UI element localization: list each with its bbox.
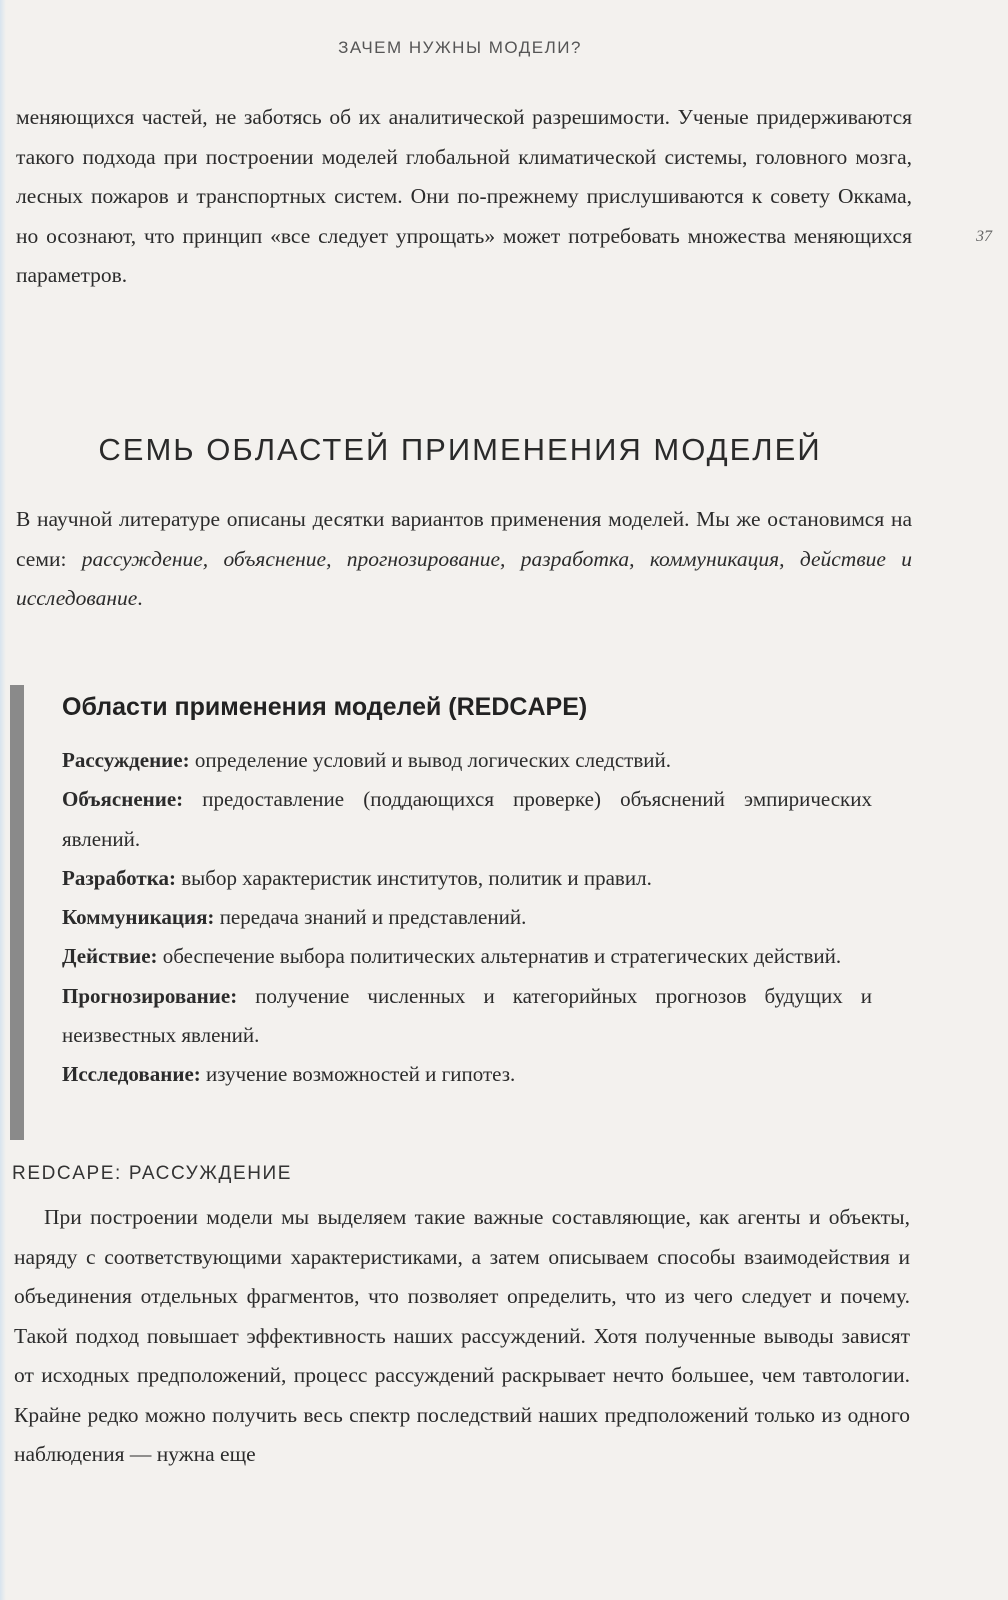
section-intro-text: В научной литературе описаны десятки вариантов применения моделей. Мы же остановимся на семи: <box>16 507 912 571</box>
section-intro-end: . <box>137 586 143 610</box>
list-item-term: Коммуникация: <box>62 905 215 930</box>
subsection-title: REDCAPE: РАССУЖДЕНИЕ <box>12 1163 293 1184</box>
sidebar-accent-bar <box>10 685 24 1140</box>
body-paragraph: При построении модели мы выделяем такие важные составляющие, как агенты и объекты, наряду с соответствующими характеристиками, а затем описываем способы взаимодействия и объединения отдельных фрагментов, что позволяет определить, что из чего следует и почему. Такой подход повышает эффективность наших рассуждений. Хотя полученные выводы зависят от исходных предположений, процесс рассуждений раскрывает нечто большее, чем тавтологии. Крайне редко можно получить весь спектр последствий наших предположений только из одного наблюдения — нужна еще <box>14 1205 910 1466</box>
list-item-action <box>62 937 872 976</box>
page-edge <box>0 0 6 1600</box>
page-number: 37 <box>976 228 992 245</box>
list-item-term: Рассуждение: <box>62 748 190 772</box>
list-item-communication <box>62 898 872 937</box>
list-item-definition: определение условий и вывод логических следствий. <box>189 748 671 772</box>
section-title: СЕМЬ ОБЛАСТЕЙ ПРИМЕНЕНИЯ МОДЕЛЕЙ <box>98 432 822 467</box>
list-item-design <box>62 859 872 898</box>
list-item-term: Объяснение: <box>62 787 184 812</box>
list-item-definition: изучение возможностей и гипотез. <box>200 1062 516 1087</box>
section-intro-italic-list: рассуждение, объяснение, прогнозирование, разработка, коммуникация, действие и исследование <box>16 546 912 610</box>
list-item-term: Действие: <box>62 944 158 969</box>
list-item-definition: передача знаний и представлений. <box>214 905 527 930</box>
list-item-definition: предоставление (поддающихся проверке) объяснений эмпирических явлений. <box>62 787 872 851</box>
list-item-prediction <box>62 977 872 1056</box>
list-item-definition: обеспечение выбора политических альтернатив и стратегических действий. <box>157 944 842 969</box>
running-head: ЗАЧЕМ НУЖНЫ МОДЕЛИ? <box>338 38 582 57</box>
redcape-sidebar-box <box>10 685 890 1140</box>
list-item-exploration <box>62 1055 872 1094</box>
section-intro-paragraph <box>16 500 912 619</box>
redcape-list <box>62 741 872 1095</box>
list-item-explanation <box>62 780 872 859</box>
list-item-term: Прогнозирование: <box>62 983 238 1008</box>
list-item-reasoning <box>62 741 872 780</box>
list-item-definition: получение численных и категорийных прогнозов будущих и неизвестных явлений. <box>62 983 872 1048</box>
intro-paragraph: меняющихся частей, не заботясь об их аналитической разрешимости. Ученые придерживаются такого подхода при построении моделей глобальной климатической системы, головного мозга, лесных пожаров и транспортных систем. Они по-прежнему прислушиваются к совету Оккама, но осознают, что принцип «все следует упрощать» может потребовать множества меняющихся параметров. <box>16 105 912 287</box>
list-item-term: Исследование: <box>62 1062 201 1087</box>
list-item-term: Разработка: <box>62 865 176 890</box>
box-title: Области применения моделей (REDCAPE) <box>62 693 588 721</box>
list-item-definition: выбор характеристик институтов, политик и правил. <box>175 865 652 890</box>
